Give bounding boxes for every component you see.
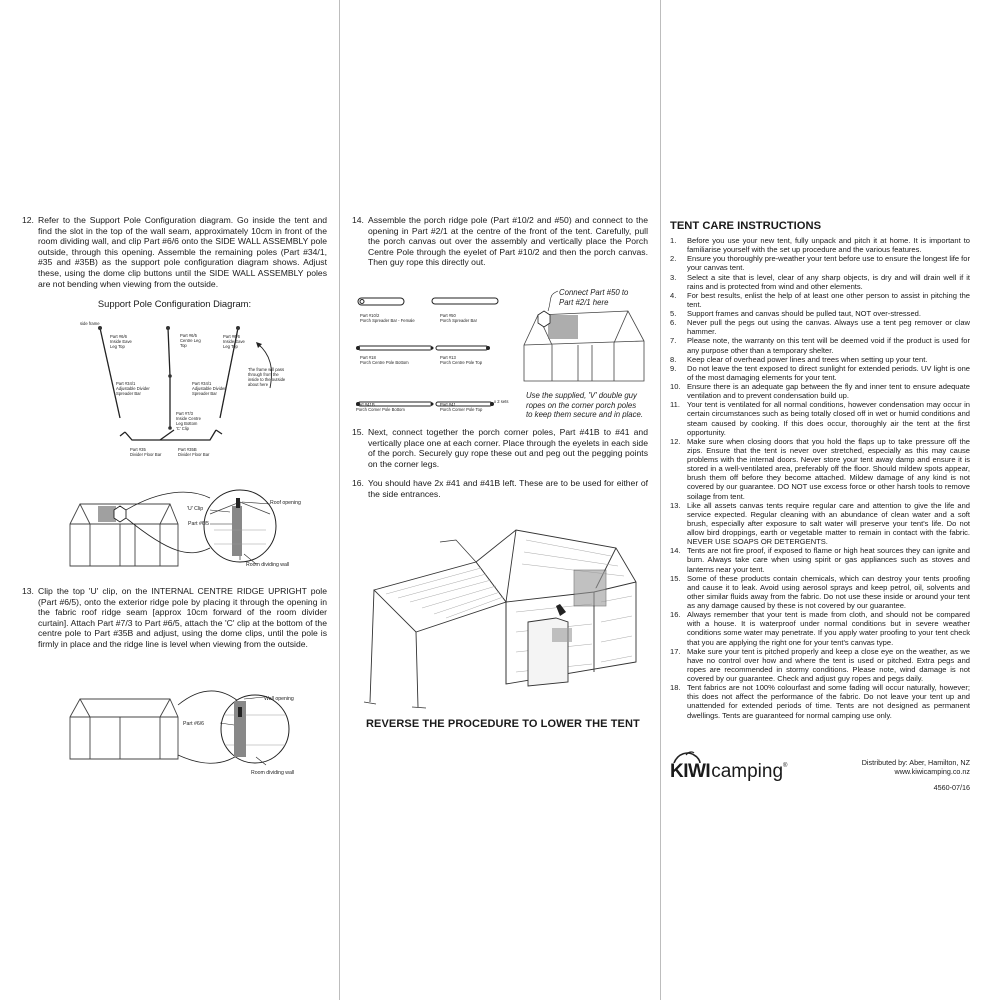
- label-part-35: Part #35 Divider Floor Bar: [130, 447, 162, 457]
- step-text: Next, connect together the porch corner poles, Part #41B to #41 and vertically place one at each corner. Place through the eyelets in each side of the porch. Securely guy rope these out and peg out the pegging points on the corner legs.: [368, 427, 648, 469]
- distributor-info: [862, 758, 970, 776]
- connect-note: Connect Part #50 to Part #2/1 here: [559, 288, 629, 307]
- step-text: You should have 2x #41 and #41B left. These are to be used for either of the side entrances.: [368, 478, 648, 499]
- label-u-clip: 'U' Clip: [187, 506, 204, 512]
- label-part-41b: Part #41B Porch Corner Pole Bottom: [356, 402, 405, 412]
- care-title: TENT CARE INSTRUCTIONS: [670, 220, 822, 232]
- step-15: [352, 427, 648, 469]
- care-item-8: 8. Keep clear of overhead power lines and trees when setting up your tent.: [670, 354, 928, 364]
- column-1-lower: [22, 586, 327, 650]
- label-x2-sets: x 2 sets: [494, 399, 509, 404]
- label-part-13: Part #13 Porch Centre Pole Top: [440, 355, 483, 365]
- care-item-16: 16. Always remember that your tent is made from cloth, and should not be compared with a house. It is waterproof under normal conditions but in severe weather conditions some water may penetrate. If you apply water proofing to your tent check that you are applying the right one for your tent's canvas type.: [670, 610, 970, 647]
- label-part-6-6-a: Part #6/6 Inside Eave Leg Top: [110, 334, 132, 349]
- distributor-line: Distributed by: Aber, Hamilton, NZ: [861, 758, 970, 767]
- label-part-6-5: Part #6/5 Centre Leg Top: [180, 333, 201, 348]
- step-number: 12.: [22, 215, 34, 225]
- column-2: [352, 215, 648, 268]
- care-item-17: 17. Make sure your tent is pitched properly and keep a close eye on the weather, as we have no control over how and where the tent is used or pitched. Extra pegs and ropes are recommended in stormy conditions. Please note, wind damage is not covered by our guarantee. Check and adjust guy ropes and pegs daily.: [670, 646, 970, 683]
- care-item-5: 5. Support frames and canvas should be pulled taut, NOT over-stressed.: [670, 309, 921, 318]
- label-part-34-1-b: Part #34/1 Adjustable Divider Spreader Bar: [192, 381, 226, 396]
- label-room-dividing-wall-1: Room dividing wall: [246, 562, 290, 568]
- care-item-12: 12. Make sure when closing doors that you hold the flaps up to take pressure off the zips. Ensure that the tent is never over stretched, especially as this may cause problems with the internal doors. Never store your tent away damp and ensure it is stored in a well-ventilated area, preferably off the floor. Should mildew spots appear, brush them off before they become attached. Mildew damage of any kind is not covered by our guarantee. DO NOT use excess force or other harsh tools to remove soilage from tent.: [670, 436, 970, 501]
- document-code: 4560-07/16: [933, 783, 970, 792]
- label-part-7-3: Part #7/3 Inside Centre Leg Bottom 'C' Clip: [176, 411, 201, 431]
- kiwi-camping-logo: [670, 761, 787, 783]
- label-part-6-6-fig: Part #6/6: [183, 721, 205, 727]
- care-item-13: 13. Like all assets canvas tents require regular care and attention to give the life and service expected. Regular cleaning with an abundance of clean water and a soft brush, especially after exposure to salt water will preserve your tent's life. Do not allow bird droppings, earth or vegetable matter to remain in contact with the fabric. NEVER USE SOAPS OR DETERGENTS.: [670, 500, 970, 547]
- care-item-14: 14. Tents are not fire proof, if exposed to flame or high heat sources they can ignite and burn. Always take care when using spirit or gas appliances such as stoves and lanterns near your tent.: [670, 546, 970, 574]
- column-1: [22, 215, 327, 309]
- step-number: 13.: [22, 586, 34, 596]
- care-item-6: 6. Never pull the pegs out using the canvas. Always use a tent peg remover or claw hammer.: [670, 318, 970, 337]
- step-number: 15.: [352, 427, 364, 437]
- care-item-15: 15. Some of these products contain chemicals, which can destroy your tents proofing and cause it to leak. Avoid using aerosol sprays and keep petrol, oil, solvents and other similar fluids away from the fabric. Do not use these inside or around your tent as any damage caused by these is not covered by our guarantee.: [670, 573, 970, 610]
- step-16: [352, 478, 648, 499]
- diagram-title: Support Pole Configuration Diagram:: [97, 298, 252, 310]
- tent-with-porch-illustration: [356, 512, 646, 712]
- care-item-18: 18. Tent fabrics are not 100% colourfast and some fading will occur naturally, however; this does not affect the performance of the fabric. Do not leave your tent up and unattended for extended periods of time. Tents are not designed as permanent dwellings. Tents are guaranteed for normal camping use only.: [670, 683, 970, 720]
- step-number: 16.: [352, 478, 364, 489]
- column-divider-left: [339, 0, 340, 1000]
- step-text: Clip the top 'U' clip, on the INTERNAL CENTRE RIDGE UPRIGHT pole (Part #6/5), onto the exterior ridge pole by placing it through the opening in the fabric roof ridge seam [approx 10cm forward of the room divider curtain]. Attach Part #7/3 to Part #6/5, attach the 'C' clip at the bottom of the centre pole to Part #35B and adjust, using the dome clips, until the pole is firmly in place and the ridge line is level when viewing from the outside.: [38, 586, 327, 649]
- care-list: [670, 236, 970, 720]
- step-12: [22, 215, 327, 289]
- kiwi-bird-icon: [672, 749, 702, 765]
- care-item-1: 1. Before you use your new tent, fully unpack and pitch it at home. It is important to familiarise yourself with the set up procedure and the various features.: [670, 236, 970, 255]
- step-text: Refer to the Support Pole Configuration diagram. Go inside the tent and find the slot in the top of the wall seam, approximately 10cm in front of the room dividing wall, and clip Part #6/6 onto the SIDE WALL ASSEMBLY pole outside, through this opening. Assemble the remaining poles (Part #34/1, #35 and #35B) as the support pole configuration diagram shows. Adjust these, using the dome clip buttons until the SIDE WALL ASSEMBLY poles are not bending when viewing from the outside.: [38, 215, 327, 289]
- column-3: [670, 220, 970, 720]
- step-13: [22, 586, 327, 650]
- label-side-frame: side frame: [80, 321, 100, 326]
- label-part-50: Part #50 Porch Spreader Bar: [440, 313, 478, 323]
- label-roof-opening: Roof opening: [270, 500, 301, 506]
- care-item-2: 2. Ensure you thoroughly pre-weather your tent before use to ensure the longest life for your canvas tent.: [670, 254, 970, 273]
- label-part-41: Part #41 Porch Corner Pole Top: [440, 402, 483, 412]
- care-item-7: 7. Please note, the warranty on this tent will be deemed void if the product is used for any purpose other than a temporary shelter.: [670, 336, 970, 355]
- label-wall-opening: Wall opening: [264, 696, 294, 702]
- step-14: [352, 215, 648, 268]
- label-part-34-1-a: Part #34/1 Adjustable Divider Spreader Bar: [116, 381, 150, 396]
- website-line: www.kiwicamping.co.nz: [894, 767, 970, 776]
- label-part-10-2: Part #10/2 Porch Spreader Bar - Female: [360, 313, 415, 323]
- guy-rope-note: Use the supplied, 'V' double guy ropes on the corner porch poles to keep them secure and in place.: [526, 391, 644, 420]
- logo-camping-text: camping: [711, 761, 784, 782]
- logo-trademark: ®: [783, 763, 788, 769]
- label-part-35b: Part #35B Divider Floor Bar: [178, 447, 210, 457]
- care-item-3: 3. Select a site that is level, clear of any sharp objects, is dry and will drain well if it rains and is protected from wind and other elements.: [670, 272, 970, 291]
- care-item-9: 9. Do not leave the tent exposed to direct sunlight for extended periods. UV light is one of the most damaging elements for your tent.: [670, 363, 970, 382]
- step-text: Assemble the porch ridge pole (Part #10/2 and #50) and connect to the opening in Part #2/1 at the centre of the front of the tent. Carefully, pull the porch canvas out over the assembly and vertically place the Porch Centre Pole through the eyelet of Part #10/2 and then the porch canvas. Then guy rope this directly out.: [368, 215, 648, 268]
- label-part-18: Part #18 Porch Centre Pole Bottom: [360, 355, 409, 365]
- care-item-10: 10. Ensure there is an adequate gap between the fly and inner tent to ensure adequate ventilation and to prevent condensation build up.: [670, 382, 970, 401]
- label-room-dividing-wall-2: Room dividing wall: [251, 770, 295, 776]
- care-item-4: 4. For best results, enlist the help of at least one other person to assist in pitching the tent.: [670, 290, 970, 309]
- label-part-6-6-b: Part #6/6 Inside Eave Leg Top: [223, 334, 245, 349]
- tent-roof-opening-figure: [60, 484, 320, 584]
- reverse-procedure-heading: REVERSE THE PROCEDURE TO LOWER THE TENT: [366, 718, 640, 730]
- logo-kiwi-text: KIWI: [670, 761, 711, 782]
- care-item-11: 11. Your tent is ventilated for all normal conditions, however condensation may occur in certain circumstances such as being totally closed off in wet or humid conditions and steam caused by cooking. If this does occur, thoroughly air the tent at the first opportunity.: [670, 400, 970, 437]
- porch-parts-diagram: [352, 292, 512, 412]
- column-2-steps: [352, 427, 648, 500]
- label-part-6-5-fig: Part #6/5: [188, 521, 210, 527]
- footer-block: [670, 755, 970, 795]
- step-number: 14.: [352, 215, 364, 225]
- column-divider-right: [660, 0, 661, 1000]
- label-frame-note: The frame will pass through from the inside to the outside about here: [248, 367, 286, 387]
